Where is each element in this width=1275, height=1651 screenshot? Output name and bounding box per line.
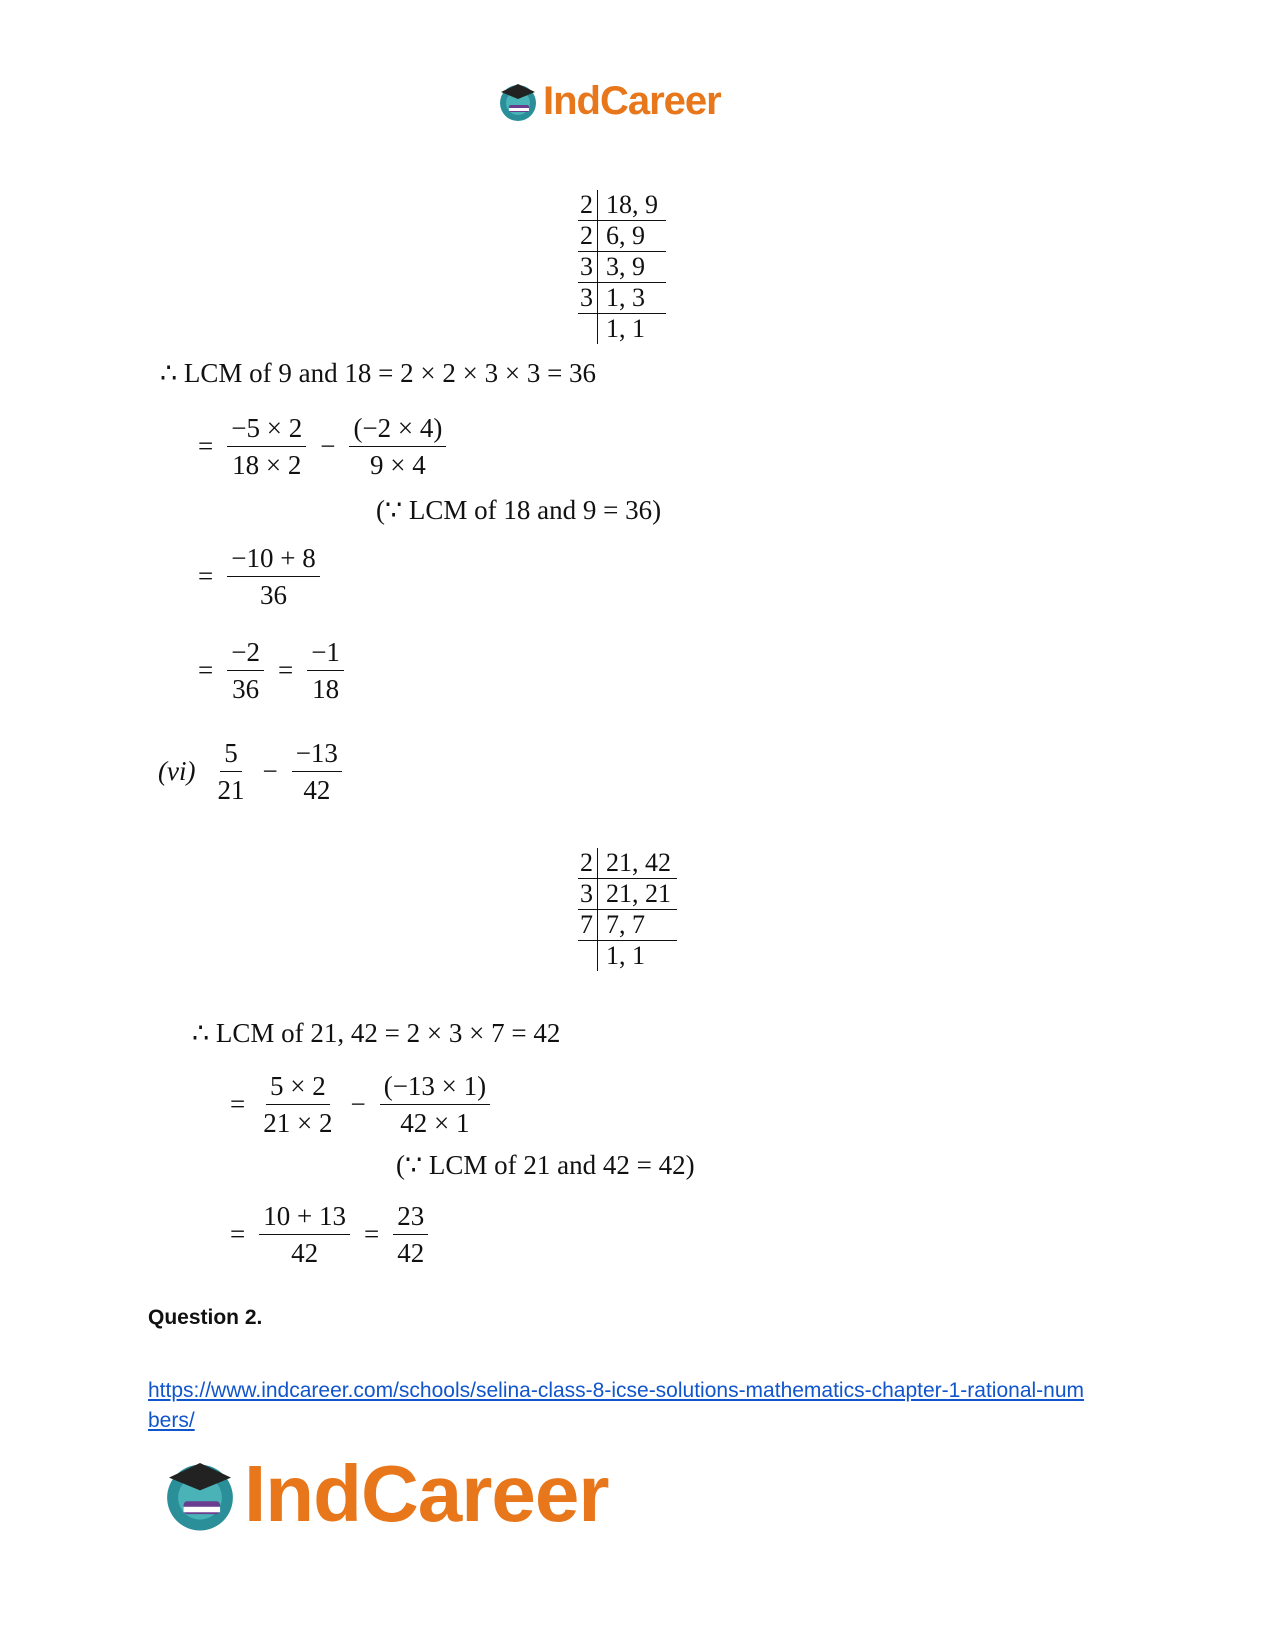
denominator: 36 xyxy=(259,580,287,610)
dividend: 6, 9 xyxy=(598,221,667,252)
numerator: −1 xyxy=(307,634,344,671)
denominator: 18 × 2 xyxy=(232,450,302,480)
dividend: 18, 9 xyxy=(598,190,667,221)
equals-sign: = xyxy=(230,1089,246,1119)
fraction xyxy=(393,1198,428,1271)
numerator: 10 + 13 xyxy=(259,1198,350,1235)
numerator: −13 xyxy=(292,735,342,772)
equals-sign: = xyxy=(198,431,214,461)
divisor: 2 xyxy=(578,221,598,252)
equation-step xyxy=(190,634,350,707)
lcm-statement: ∴ LCM of 21, 42 = 2 × 3 × 7 = 42 xyxy=(192,1018,561,1048)
denominator: 36 xyxy=(232,674,260,704)
footer-logo xyxy=(158,1448,608,1540)
equation-step xyxy=(190,410,452,483)
denominator: 42 xyxy=(291,1238,319,1268)
source-url-link[interactable]: https://www.indcareer.com/schools/selina-class-8-icse-solutions-mathematics-chapter-1-rational-numbers/ xyxy=(148,1379,1085,1432)
divisor: 2 xyxy=(578,848,598,879)
fraction xyxy=(227,634,264,707)
denominator: 42 xyxy=(397,1238,425,1268)
numerator: (−13 × 1) xyxy=(380,1068,490,1105)
equals-sign: = xyxy=(363,1219,380,1249)
numerator: −10 + 8 xyxy=(227,540,319,577)
divisor xyxy=(578,941,598,972)
lcm-note: (∵ LCM of 21 and 42 = 42) xyxy=(396,1150,695,1180)
denominator: 9 × 4 xyxy=(370,450,426,480)
denominator: 42 × 1 xyxy=(400,1108,470,1138)
divisor: 3 xyxy=(578,252,598,283)
numerator: (−2 × 4) xyxy=(349,410,446,447)
equals-sign: = xyxy=(198,655,214,685)
logo-text: IndCareer xyxy=(543,78,721,123)
numerator: 5 × 2 xyxy=(266,1068,330,1105)
denominator: 21 × 2 xyxy=(263,1108,333,1138)
fraction xyxy=(349,410,446,483)
problem-vi xyxy=(158,735,348,808)
numerator: −2 xyxy=(227,634,264,671)
question-heading: Question 2. xyxy=(148,1306,263,1329)
numerator: 5 xyxy=(220,735,242,772)
denominator: 21 xyxy=(217,775,245,805)
equals-sign: = xyxy=(230,1219,246,1249)
equation-step xyxy=(190,540,326,613)
part-label: (vi) xyxy=(158,756,196,786)
numerator: −5 × 2 xyxy=(227,410,306,447)
divisor xyxy=(578,314,598,345)
fraction xyxy=(227,410,306,483)
fraction xyxy=(259,1198,350,1271)
fraction xyxy=(259,1068,336,1141)
dividend: 3, 9 xyxy=(598,252,667,283)
lcm-note: (∵ LCM of 18 and 9 = 36) xyxy=(376,495,662,525)
dividend: 21, 21 xyxy=(598,879,678,910)
graduation-globe-icon xyxy=(495,78,541,124)
denominator: 42 xyxy=(303,775,331,805)
division-table xyxy=(578,190,666,344)
division-table xyxy=(578,848,677,971)
dividend: 1, 1 xyxy=(606,314,645,343)
equation-step xyxy=(222,1068,496,1141)
equals-sign: = xyxy=(198,561,214,591)
numerator: 23 xyxy=(393,1198,428,1235)
minus-sign: − xyxy=(350,1089,366,1119)
equals-sign: = xyxy=(277,655,294,685)
fraction xyxy=(292,735,342,808)
divisor: 2 xyxy=(578,190,598,221)
divisor: 3 xyxy=(578,283,598,314)
fraction xyxy=(213,735,248,808)
graduation-globe-icon xyxy=(158,1452,242,1536)
denominator: 18 xyxy=(312,674,340,704)
dividend: 1, 1 xyxy=(606,941,645,970)
equation-step xyxy=(222,1198,434,1271)
dividend: 21, 42 xyxy=(598,848,678,879)
fraction xyxy=(227,540,319,613)
minus-sign: − xyxy=(320,431,336,461)
fraction xyxy=(307,634,344,707)
divisor: 3 xyxy=(578,879,598,910)
dividend: 7, 7 xyxy=(598,910,678,941)
logo-text: IndCareer xyxy=(244,1449,609,1538)
dividend: 1, 3 xyxy=(598,283,667,314)
lcm-statement: ∴ LCM of 9 and 18 = 2 × 2 × 3 × 3 = 36 xyxy=(160,358,597,388)
minus-sign: − xyxy=(262,756,278,786)
divisor: 7 xyxy=(578,910,598,941)
header-logo xyxy=(495,78,721,124)
fraction xyxy=(380,1068,490,1141)
